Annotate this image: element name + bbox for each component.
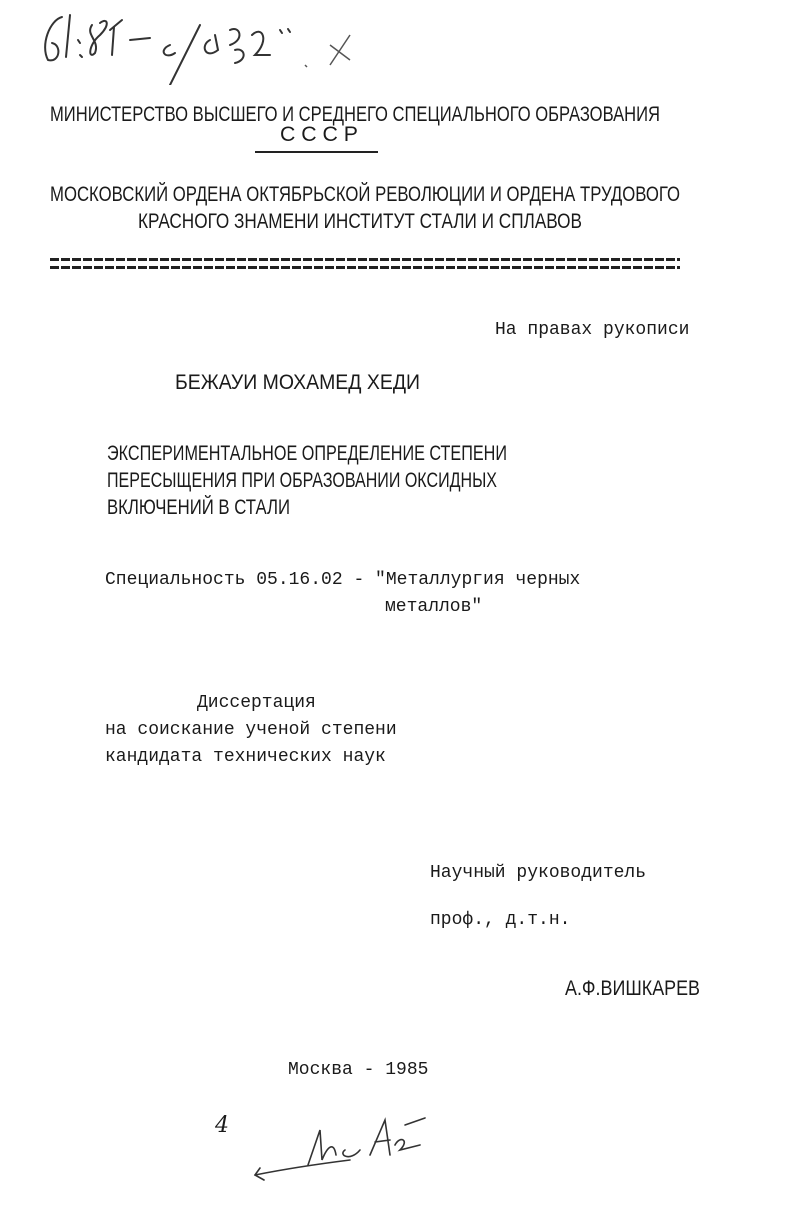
title-line-3: ВКЛЮЧЕНИЙ В СТАЛИ (107, 496, 290, 519)
separator-dashes-top (50, 258, 680, 261)
country-underline (255, 151, 378, 153)
degree-line-2: на соискание ученой степени (105, 720, 397, 740)
degree-line-3: кандидата технических наук (105, 747, 386, 767)
page-mark: 4 (215, 1113, 229, 1138)
supervisor-title: проф., д.т.н. (430, 910, 571, 930)
author-name: БЕЖАУИ МОХАМЕД ХЕДИ (175, 371, 420, 394)
handwritten-archive-code (30, 5, 370, 85)
place-year: Москва - 1985 (288, 1060, 429, 1080)
specialty-line-1: Специальность 05.16.02 - "Металлургия черных (105, 570, 581, 590)
institute-heading-line1: МОСКОВСКИЙ ОРДЕНА ОКТЯБРЬСКОЙ РЕВОЛЮЦИИ И ОРДЕНА ТРУДОВОГО (50, 183, 680, 206)
handwritten-signature (250, 1110, 440, 1190)
separator-dashes-bottom (50, 266, 680, 269)
ministry-heading: МИНИСТЕРСТВО ВЫСШЕГО И СРЕДНЕГО СПЕЦИАЛЬНОГО ОБРАЗОВАНИЯ (50, 103, 660, 126)
title-line-2: ПЕРЕСЫЩЕНИЯ ПРИ ОБРАЗОВАНИИ ОКСИДНЫХ (107, 469, 497, 492)
country-heading: С С С Р (280, 123, 358, 146)
degree-line-1: Диссертация (197, 693, 316, 713)
supervisor-name: А.Ф.ВИШКАРЕВ (565, 977, 700, 1000)
supervisor-label: Научный руководитель (430, 863, 647, 883)
specialty-line-2: металлов" (385, 597, 483, 617)
title-line-1: ЭКСПЕРИМЕНТАЛЬНОЕ ОПРЕДЕЛЕНИЕ СТЕПЕНИ (107, 442, 507, 465)
manuscript-rights: На правах рукописи (495, 320, 690, 340)
institute-heading-line2: КРАСНОГО ЗНАМЕНИ ИНСТИТУТ СТАЛИ И СПЛАВОВ (138, 210, 582, 233)
